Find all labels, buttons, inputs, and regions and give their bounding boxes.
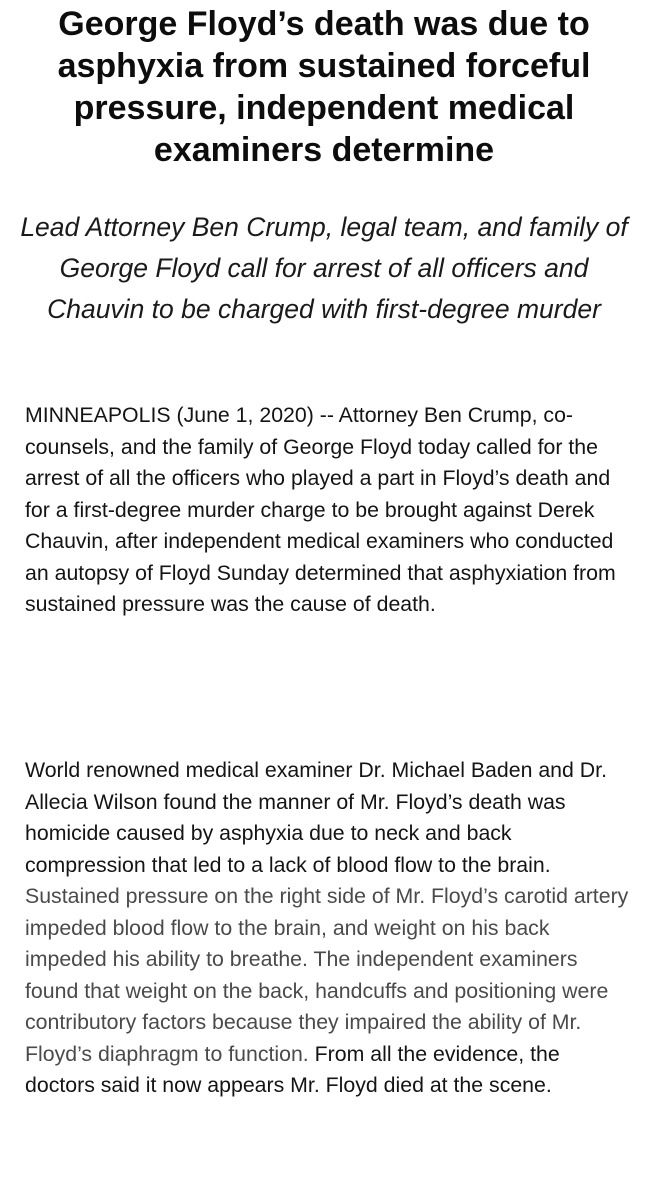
findings-text-part-2: Sustained pressure on the right side of Mr. Floyd’s carotid artery impeded blood flow to the brain, and weight on his back impeded his ability to breathe. The independent examiners found that weight on the back, handcuffs and positioning were contributory factors because they impaired the ability of Mr. Floyd’s diaphragm to function.: [25, 884, 629, 1066]
paragraph-findings: [25, 755, 630, 1102]
findings-text-part-1: World renowned medical examiner Dr. Michael Baden and Dr. Allecia Wilson found the manner of Mr. Floyd’s death was homicide caused by asphyxia due to neck and back compression that led to a lack of blood flow to the brain.: [25, 758, 608, 877]
findings-text-part-3: From all the evidence, the doctors said it now appears Mr. Floyd died at the scene.: [25, 1041, 560, 1097]
paragraph-dateline: MINNEAPOLIS (June 1, 2020) -- Attorney Ben Crump, co-counsels, and the family of George Floyd today called for the arrest of all the officers who played a part in Floyd’s death and for a first-degree murder charge to be brought against Derek Chauvin, after independent medical examiners who conducted an autopsy of Floyd Sunday determined that asphyxiation from sustained pressure was the cause of death.: [25, 403, 616, 616]
headline: George Floyd’s death was due to asphyxia from sustained forceful pressure, independent medical examiners determine: [57, 5, 591, 169]
subheadline: Lead Attorney Ben Crump, legal team, and family of George Floyd call for arrest of all officers and Chauvin to be charged with first-degree murder: [20, 212, 628, 324]
